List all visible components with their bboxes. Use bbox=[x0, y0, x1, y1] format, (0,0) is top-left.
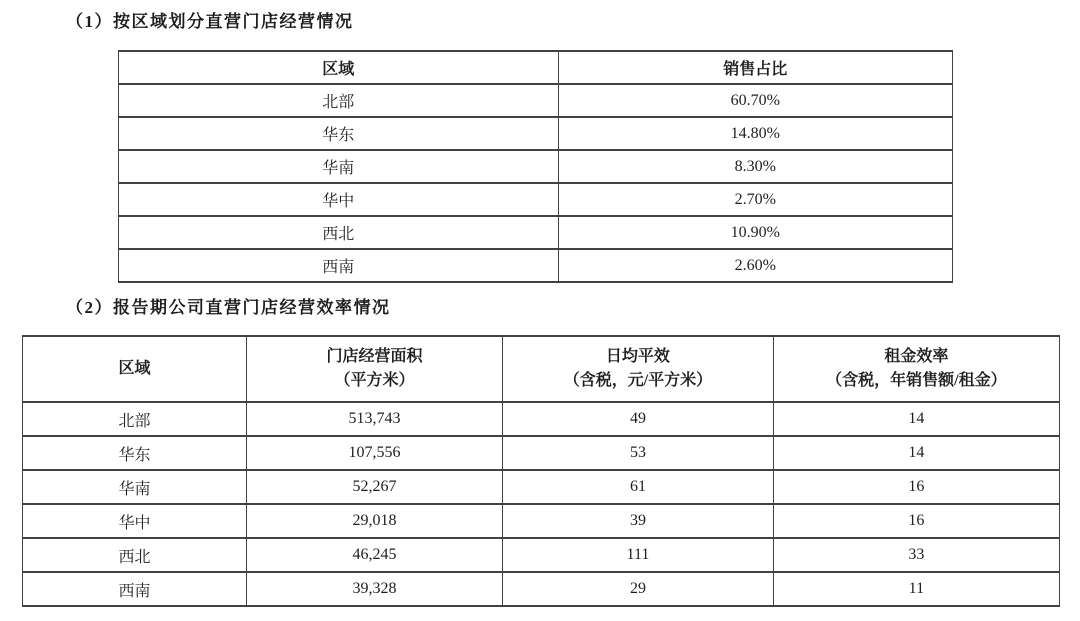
table-row bbox=[23, 470, 1060, 504]
table-row bbox=[119, 117, 953, 150]
region-cell: 西南 bbox=[23, 572, 247, 606]
rent-efficiency-cell: 14 bbox=[773, 436, 1059, 470]
sales-share-cell: 2.60% bbox=[558, 249, 952, 282]
region-cell: 西南 bbox=[119, 249, 559, 282]
region-cell: 华中 bbox=[119, 183, 559, 216]
header-line-1: 区域 bbox=[118, 360, 151, 377]
table-row bbox=[119, 84, 953, 117]
t2-header-rent-efficiency bbox=[773, 336, 1059, 402]
region-cell: 华南 bbox=[23, 470, 247, 504]
region-cell: 北部 bbox=[119, 84, 559, 117]
sales-share-cell: 8.30% bbox=[558, 150, 952, 183]
section1-heading: （1）按区域划分直营门店经营情况 bbox=[66, 12, 354, 31]
store-area-cell: 29,018 bbox=[246, 504, 502, 538]
daily-sales-cell: 29 bbox=[503, 572, 774, 606]
t2-header-store-area bbox=[246, 336, 502, 402]
header-line-1: 租金效率 bbox=[884, 348, 949, 365]
store-area-cell: 39,328 bbox=[246, 572, 502, 606]
header-line-2: （平方米） bbox=[334, 372, 415, 389]
daily-sales-cell: 53 bbox=[503, 436, 774, 470]
store-area-cell: 52,267 bbox=[246, 470, 502, 504]
rent-efficiency-cell: 33 bbox=[773, 538, 1059, 572]
sales-share-cell: 10.90% bbox=[558, 216, 952, 249]
table-row bbox=[23, 538, 1060, 572]
store-area-cell: 46,245 bbox=[246, 538, 502, 572]
table-row bbox=[119, 249, 953, 282]
header-line-2: （含税，元/平方米） bbox=[563, 372, 713, 389]
store-area-cell: 513,743 bbox=[246, 402, 502, 436]
t1-header-sales-share: 销售占比 bbox=[558, 51, 952, 84]
t2-header-daily-sales-per-sqm bbox=[503, 336, 774, 402]
table-row bbox=[23, 402, 1060, 436]
daily-sales-cell: 39 bbox=[503, 504, 774, 538]
region-cell: 华东 bbox=[23, 436, 247, 470]
rent-efficiency-cell: 16 bbox=[773, 504, 1059, 538]
header-line-1: 日均平效 bbox=[605, 348, 670, 365]
rent-efficiency-cell: 11 bbox=[773, 572, 1059, 606]
daily-sales-cell: 49 bbox=[503, 402, 774, 436]
sales-share-cell: 2.70% bbox=[558, 183, 952, 216]
region-cell: 西北 bbox=[23, 538, 247, 572]
table-row bbox=[23, 436, 1060, 470]
sales-share-cell: 60.70% bbox=[558, 84, 952, 117]
rent-efficiency-cell: 14 bbox=[773, 402, 1059, 436]
region-cell: 西北 bbox=[119, 216, 559, 249]
region-cell: 华东 bbox=[119, 117, 559, 150]
region-cell: 华中 bbox=[23, 504, 247, 538]
table-row bbox=[119, 216, 953, 249]
t1-header-region: 区域 bbox=[119, 51, 559, 84]
daily-sales-cell: 111 bbox=[503, 538, 774, 572]
table-header-row bbox=[23, 336, 1060, 402]
rent-efficiency-cell: 16 bbox=[773, 470, 1059, 504]
header-line-1: 门店经营面积 bbox=[326, 348, 423, 365]
t2-header-region bbox=[23, 336, 247, 402]
store-efficiency-by-region-table bbox=[22, 335, 1060, 607]
daily-sales-cell: 61 bbox=[503, 470, 774, 504]
store-area-cell: 107,556 bbox=[246, 436, 502, 470]
section2-heading: （2）报告期公司直营门店经营效率情况 bbox=[66, 298, 391, 317]
header-line-2: （含税，年销售额/租金） bbox=[826, 372, 1007, 389]
table-row bbox=[23, 572, 1060, 606]
region-cell: 华南 bbox=[119, 150, 559, 183]
table-header-row bbox=[119, 51, 953, 84]
region-cell: 北部 bbox=[23, 402, 247, 436]
sales-share-by-region-table bbox=[118, 50, 953, 283]
table-row bbox=[119, 183, 953, 216]
table-row bbox=[23, 504, 1060, 538]
table-row bbox=[119, 150, 953, 183]
sales-share-cell: 14.80% bbox=[558, 117, 952, 150]
